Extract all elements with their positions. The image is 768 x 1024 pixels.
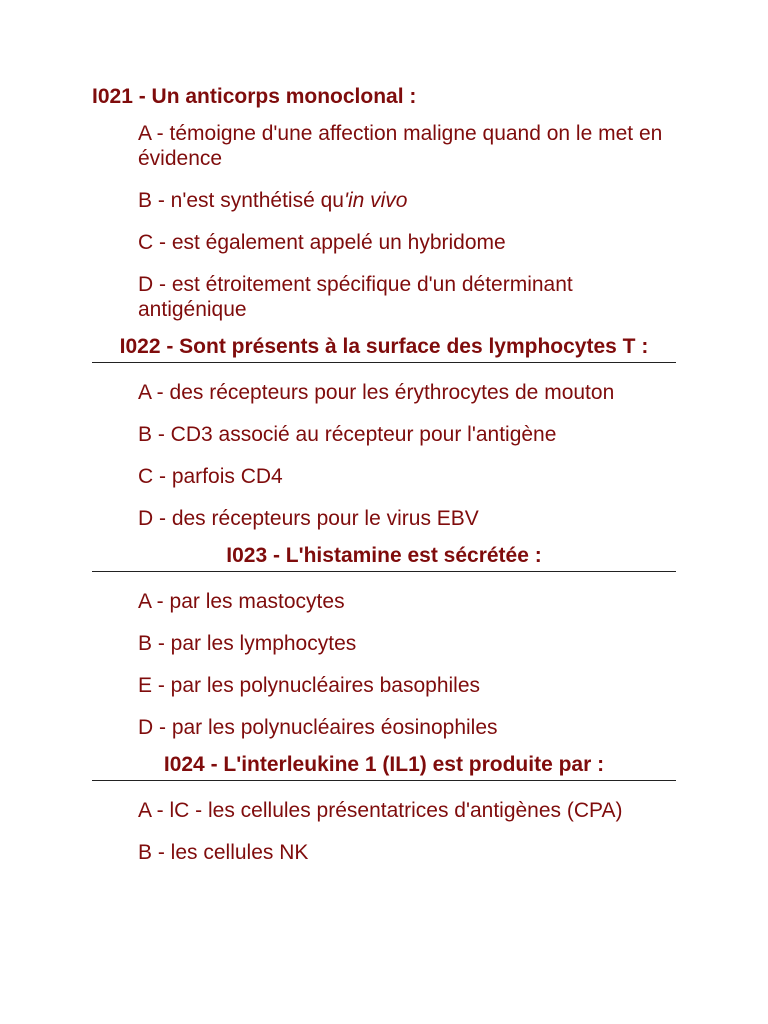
option-a: A - par les mastocytes xyxy=(138,590,345,613)
option-a: A - des récepteurs pour les érythrocytes de mouton xyxy=(138,381,615,404)
question-title: I023 - L'histamine est sécrétée : xyxy=(92,543,676,572)
option-a: A - lC - les cellules présentatrices d'antigènes (CPA) xyxy=(138,799,623,822)
option-b xyxy=(92,179,676,221)
option-d: D - est étroitement spécifique d'un déterminant antigénique xyxy=(138,273,573,321)
option-b: B - par les lymphocytes xyxy=(138,632,357,655)
option-b: B - les cellules NK xyxy=(138,841,309,864)
option-italic-text: 'in vivo xyxy=(343,189,408,212)
option-d: D - par les polynucléaires éosinophiles xyxy=(138,716,498,739)
question-title: I022 - Sont présents à la surface des lymphocytes T : xyxy=(92,334,676,363)
question-title: I024 - L'interleukine 1 (IL1) est produite par : xyxy=(92,752,676,781)
question-title: I021 - Un anticorps monoclonal : xyxy=(92,85,417,108)
question-i022 xyxy=(92,334,676,539)
option-text: B - n'est synthétisé qu xyxy=(138,189,344,212)
question-i024 xyxy=(92,752,676,873)
question-i023 xyxy=(92,543,676,748)
option-c: C - parfois CD4 xyxy=(138,465,283,488)
question-i021 xyxy=(92,84,676,330)
document-page xyxy=(92,84,676,873)
option-e: E - par les polynucléaires basophiles xyxy=(138,674,481,697)
option-d: D - des récepteurs pour le virus EBV xyxy=(138,507,479,530)
option-b: B - CD3 associé au récepteur pour l'antigène xyxy=(138,423,557,446)
option-c: C - est également appelé un hybridome xyxy=(138,231,506,254)
option-a: A - témoigne d'une affection maligne quand on le met en évidence xyxy=(138,122,663,170)
